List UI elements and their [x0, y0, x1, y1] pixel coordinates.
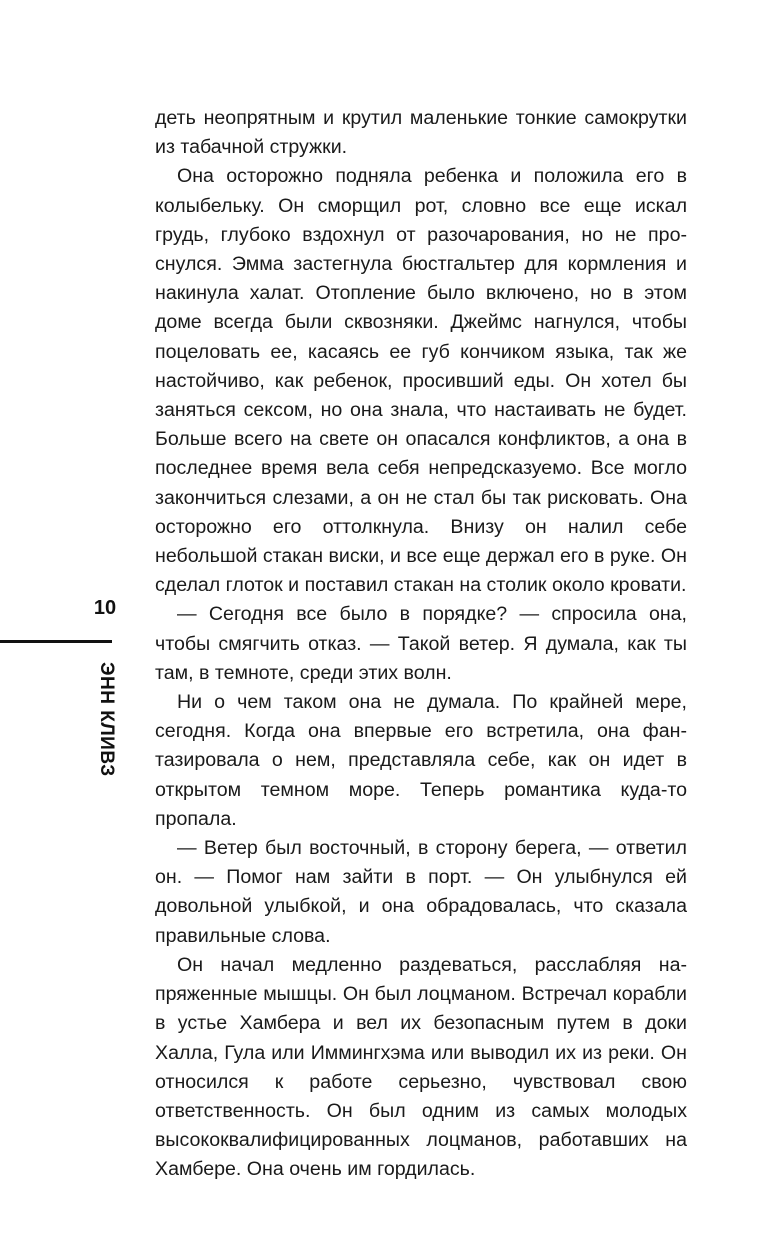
page-number: 10 — [93, 597, 117, 619]
body-text — [155, 104, 687, 1185]
running-head — [94, 662, 118, 777]
margin-divider — [0, 640, 112, 643]
paragraph: Ни о чем таком она не думала. По крайней мере, сегодня. Когда она впервые его встретила, она фантазировала о нем, представляла себе, как он идет в открытом темном море. Теперь романтика куда-то пропала. — [155, 691, 687, 830]
paragraph-dialogue: — Ветер был восточный, в сторону берега, — ответил он. — Помог нам зайти в порт. — Он улыбнулся ей довольной улыбкой, и она обрадовалась, что сказала правильные слова. — [155, 837, 687, 947]
author-name: ЭНН КЛИВЗ — [96, 662, 117, 777]
paragraph: Он начал медленно раздеваться, расслабляя напряженные мышцы. Он был лоцманом. Встречал корабли в устье Хамбера и вел их безопасным путем в доки Халла, Гула или Иммингхэма или выводил их из реки. Он относился к работе серьезно, чувствовал свою ответственность. Он был одним из самых молодых высококвалифицированных лоцманов, работавших на Хамбере. Она очень им гордилась. — [155, 953, 687, 1181]
paragraph: Она осторожно подняла ребенка и положила его в колыбельку. Он сморщил рот, словно все еще искал грудь, глубоко вздохнул от разочарования, но не проснулся. Эмма застегнула бюстгальтер для кормления и накинула халат. Отопление было включено, но в этом доме всегда были сквозняки. Джеймс нагнулся, чтобы поцеловать ее, касаясь ее губ кончиком языка, так же настойчиво, как ребенок, просивший еды. Он хотел бы заняться сексом, но она знала, что настаивать не будет. Больше всего на свете он опасался конфликтов, а она в последнее время вела себя непредсказуемо. Все могло закончиться слезами, а он не стал бы так рисковать. Она осторожно его оттолкнула. Внизу он налил себе небольшой стакан виски, и все еще держал его в руке. Он сделал глоток и поставил стакан на столик около кровати. — [155, 165, 687, 597]
paragraph-continued: деть неопрятным и крутил маленькие тонкие самокрутки из табачной стружки. — [155, 107, 687, 159]
paragraph-dialogue: — Сегодня все было в порядке? — спросила она, чтобы смягчить отказ. — Такой ветер. Я думала, как ты там, в темноте, среди этих волн. — [155, 603, 687, 684]
